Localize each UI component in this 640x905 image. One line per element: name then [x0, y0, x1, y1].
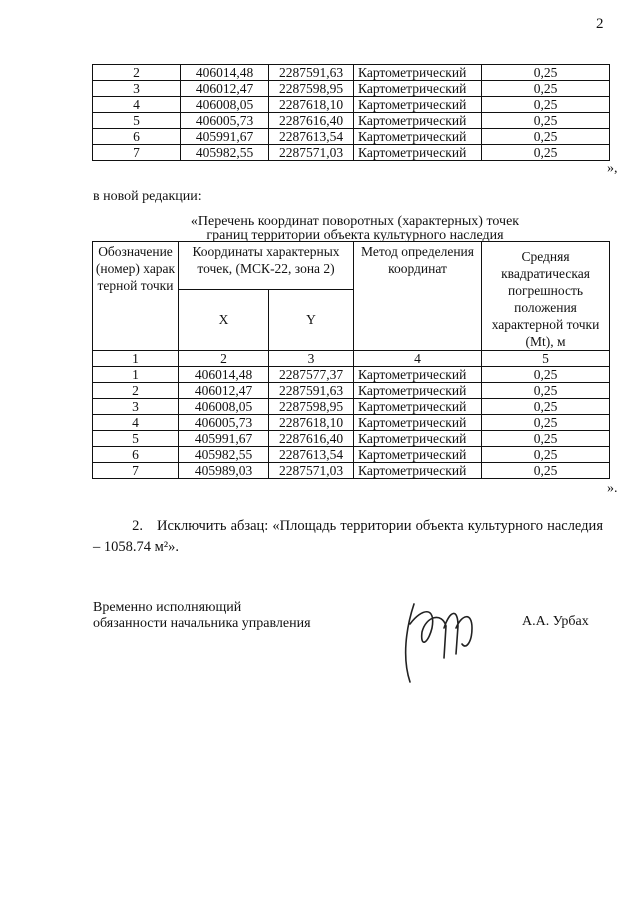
column-index-cell: 3: [269, 351, 354, 367]
table-row: [93, 399, 610, 415]
error-cell: 0,25: [482, 97, 610, 113]
point-number-cell: 4: [93, 97, 181, 113]
y-coordinate-cell: 2287591,63: [269, 383, 354, 399]
table-caption-line-2: границ территории объекта культурного наследия: [206, 228, 504, 243]
x-coordinate-cell: 406012,47: [181, 81, 269, 97]
y-coordinate-cell: 2287598,95: [269, 81, 354, 97]
header-method: Метод определения координат: [354, 242, 482, 351]
x-coordinate-cell: 405991,67: [181, 129, 269, 145]
y-coordinate-cell: 2287571,03: [269, 463, 354, 479]
method-cell: Картометрический: [354, 447, 482, 463]
paragraph-number: 2.: [132, 518, 143, 534]
error-cell: 0,25: [482, 463, 610, 479]
header-point-designation: Обозначение (номер) характерной точки: [93, 242, 179, 351]
method-cell: Картометрический: [354, 415, 482, 431]
x-coordinate-cell: 405982,55: [179, 447, 269, 463]
error-cell: 0,25: [482, 113, 610, 129]
point-number-cell: 1: [93, 367, 179, 383]
table-previous-closing-quote: »,: [607, 161, 618, 176]
method-cell: Картометрический: [354, 367, 482, 383]
coordinates-table-previous: [92, 64, 610, 161]
y-coordinate-cell: 2287613,54: [269, 447, 354, 463]
point-number-cell: 7: [93, 145, 181, 161]
signatory-position-line-1: Временно исполняющий: [93, 600, 242, 615]
error-cell: 0,25: [482, 431, 610, 447]
x-coordinate-cell: 406012,47: [179, 383, 269, 399]
error-cell: 0,25: [482, 383, 610, 399]
table-row: [93, 415, 610, 431]
y-coordinate-cell: 2287613,54: [269, 129, 354, 145]
x-coordinate-cell: 405991,67: [179, 431, 269, 447]
table-row: [93, 97, 610, 113]
x-coordinate-cell: 406008,05: [179, 399, 269, 415]
x-coordinate-cell: 406008,05: [181, 97, 269, 113]
method-cell: Картометрический: [354, 81, 482, 97]
header-x: X: [179, 290, 269, 351]
coordinates-table-new: [92, 241, 610, 479]
point-number-cell: 3: [93, 81, 181, 97]
table-new-closing-quote: ».: [607, 481, 618, 496]
coordinates-table-previous-body: [93, 65, 610, 161]
error-cell: 0,25: [482, 129, 610, 145]
error-cell: 0,25: [482, 65, 610, 81]
error-cell: 0,25: [482, 367, 610, 383]
coordinates-table-new-body: [93, 367, 610, 479]
y-coordinate-cell: 2287618,10: [269, 97, 354, 113]
method-cell: Картометрический: [354, 129, 482, 145]
error-cell: 0,25: [482, 145, 610, 161]
table-row: [93, 113, 610, 129]
method-cell: Картометрический: [354, 383, 482, 399]
x-coordinate-cell: 406014,48: [181, 65, 269, 81]
point-number-cell: 3: [93, 399, 179, 415]
exclusion-paragraph: [93, 516, 603, 558]
header-y: Y: [269, 290, 354, 351]
point-number-cell: 7: [93, 463, 179, 479]
table-row: [93, 81, 610, 97]
error-cell: 0,25: [482, 81, 610, 97]
y-coordinate-cell: 2287598,95: [269, 399, 354, 415]
column-index-cell: 2: [179, 351, 269, 367]
method-cell: Картометрический: [354, 65, 482, 81]
error-cell: 0,25: [482, 447, 610, 463]
table-row: [93, 447, 610, 463]
handwritten-signature: [392, 598, 492, 684]
table-row: [93, 65, 610, 81]
method-cell: Картометрический: [354, 431, 482, 447]
signatory-name: А.А. Урбах: [522, 614, 589, 629]
point-number-cell: 5: [93, 113, 181, 129]
y-coordinate-cell: 2287618,10: [269, 415, 354, 431]
method-cell: Картометрический: [354, 399, 482, 415]
point-number-cell: 2: [93, 65, 181, 81]
method-cell: Картометрический: [354, 145, 482, 161]
method-cell: Картометрический: [354, 463, 482, 479]
y-coordinate-cell: 2287571,03: [269, 145, 354, 161]
error-cell: 0,25: [482, 399, 610, 415]
method-cell: Картометрический: [354, 97, 482, 113]
y-coordinate-cell: 2287616,40: [269, 431, 354, 447]
signatory-position: [93, 600, 311, 632]
table-row: [93, 145, 610, 161]
error-cell: 0,25: [482, 415, 610, 431]
column-index-cell: 1: [93, 351, 179, 367]
table-caption: [170, 215, 540, 243]
table-row: [93, 129, 610, 145]
x-coordinate-cell: 406014,48: [179, 367, 269, 383]
x-coordinate-cell: 406005,73: [181, 113, 269, 129]
column-index-cell: 4: [354, 351, 482, 367]
header-coordinates: Координаты характерных точек, (МСК-22, зона 2): [179, 242, 354, 290]
signatory-position-line-2: обязанности начальника управления: [93, 616, 311, 631]
paragraph-text: Исключить абзац: «Площадь территории объекта культурного наследия – 1058.74 м²».: [93, 518, 603, 555]
y-coordinate-cell: 2287616,40: [269, 113, 354, 129]
point-number-cell: 2: [93, 383, 179, 399]
column-index-cell: 5: [482, 351, 610, 367]
x-coordinate-cell: 406005,73: [179, 415, 269, 431]
method-cell: Картометрический: [354, 113, 482, 129]
point-number-cell: 5: [93, 431, 179, 447]
y-coordinate-cell: 2287591,63: [269, 65, 354, 81]
table-caption-line-1: «Перечень координат поворотных (характерных) точек: [190, 214, 520, 229]
x-coordinate-cell: 405982,55: [181, 145, 269, 161]
point-number-cell: 6: [93, 129, 181, 145]
page-number: 2: [596, 16, 604, 32]
intro-text: в новой редакции:: [93, 189, 202, 204]
y-coordinate-cell: 2287577,37: [269, 367, 354, 383]
table-row: [93, 367, 610, 383]
table-row: [93, 383, 610, 399]
table-row: [93, 463, 610, 479]
column-index-row: [93, 351, 610, 367]
table-row: [93, 431, 610, 447]
header-mean-square-error: Средняя квадратическая погрешность положения характерной точки (Mt), м: [482, 242, 610, 351]
point-number-cell: 6: [93, 447, 179, 463]
x-coordinate-cell: 405989,03: [179, 463, 269, 479]
point-number-cell: 4: [93, 415, 179, 431]
